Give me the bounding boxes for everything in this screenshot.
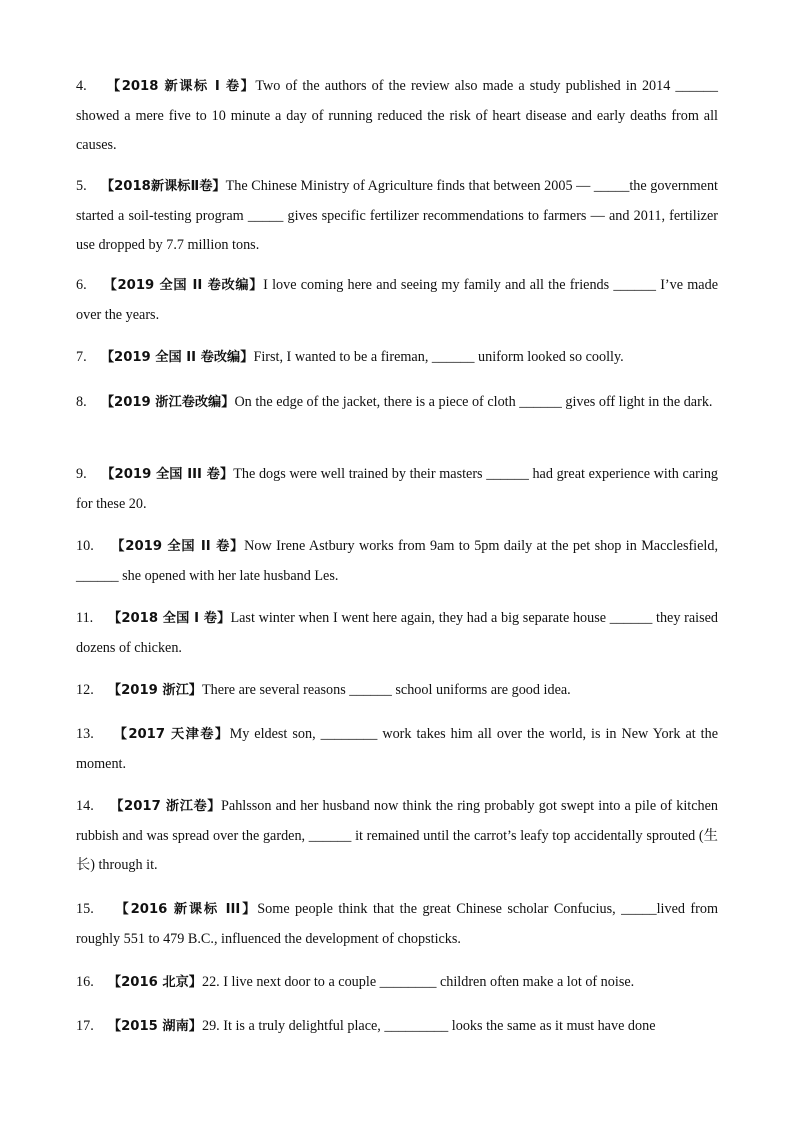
question-10 bbox=[76, 532, 718, 591]
question-text: 22. I live next door to a couple ________ children often make a lot of noise. bbox=[201, 974, 635, 990]
question-source: 【2019 全国 III 卷】 bbox=[101, 467, 234, 482]
question-text: Last winter when I went here again, they had a big separate house ______ they raised dozens of chicken. bbox=[76, 610, 718, 656]
question-6 bbox=[76, 271, 718, 330]
question-source: 【2018 新课标 I 卷】 bbox=[106, 79, 256, 94]
question-8 bbox=[76, 388, 718, 418]
question-text: On the edge of the jacket, there is a piece of cloth ______ gives off light in the dark. bbox=[234, 394, 713, 410]
question-number: 4. bbox=[76, 78, 87, 94]
question-source: 【2017 浙江卷】 bbox=[110, 799, 222, 814]
question-number: 17. bbox=[76, 1018, 94, 1034]
question-15 bbox=[76, 895, 718, 954]
question-text: Now Irene Astbury works from 9am to 5pm daily at the pet shop in Macclesfield, ______ she opened with her late husband Les. bbox=[76, 538, 719, 584]
question-16 bbox=[76, 968, 718, 998]
question-number: 15. bbox=[76, 901, 94, 917]
question-14 bbox=[76, 792, 718, 881]
question-number: 14. bbox=[76, 798, 94, 814]
question-9 bbox=[76, 460, 718, 519]
question-13 bbox=[76, 720, 718, 779]
question-number: 16. bbox=[76, 974, 94, 990]
question-text: My eldest son, ________ work takes him all over the world, is in New York at the moment. bbox=[76, 726, 719, 772]
question-text: There are several reasons ______ school uniforms are good idea. bbox=[201, 682, 571, 698]
question-text: First, I wanted to be a fireman, ______ uniform looked so coolly. bbox=[253, 349, 624, 365]
question-text: The dogs were well trained by their masters ______ had great experience with caring for these 20. bbox=[76, 466, 719, 512]
question-number: 8. bbox=[76, 394, 87, 410]
question-text: Pahlsson and her husband now think the ring probably got swept into a pile of kitchen rubbish and was spread over the garden, ______ it remained until the carrot’s leafy top accidentally sprouted (生长) through it. bbox=[76, 798, 718, 873]
question-source: 【2018新课标Ⅱ卷】 bbox=[100, 179, 226, 194]
question-text: The Chinese Ministry of Agriculture finds that between 2005 — _____the government started a soil-testing program _____ gives specific fertilizer recommendations to farmers — and 2011, fertilizer use dropped by 7.7 million tons. bbox=[76, 178, 718, 253]
question-number: 9. bbox=[76, 466, 87, 482]
question-11 bbox=[76, 604, 718, 663]
question-7 bbox=[76, 343, 718, 373]
question-text: 29. It is a truly delightful place, _________ looks the same as it must have done bbox=[201, 1018, 656, 1034]
question-number: 11. bbox=[76, 610, 94, 626]
question-source: 【2015 湖南】 bbox=[107, 1019, 202, 1034]
question-number: 13. bbox=[76, 726, 94, 742]
question-text: Two of the authors of the review also made a study published in 2014 ______ showed a mere five to 10 minute a day of running reduced the risk of heart disease and early deaths from all causes. bbox=[76, 78, 718, 153]
question-12 bbox=[76, 676, 718, 706]
question-4 bbox=[76, 72, 718, 161]
question-number: 7. bbox=[76, 349, 87, 365]
question-source: 【2019 全国 II 卷】 bbox=[111, 539, 245, 554]
question-source: 【2019 全国 II 卷改编】 bbox=[103, 278, 264, 293]
question-number: 5. bbox=[76, 178, 87, 194]
question-number: 12. bbox=[76, 682, 94, 698]
question-number: 10. bbox=[76, 538, 94, 554]
question-text: Some people think that the great Chinese scholar Confucius, _____lived from roughly 551 to 479 B.C., influenced the development of chopsticks. bbox=[76, 901, 718, 947]
question-source: 【2017 天津卷】 bbox=[113, 727, 230, 742]
question-number: 6. bbox=[76, 277, 87, 293]
question-source: 【2018 全国 I 卷】 bbox=[107, 611, 231, 626]
question-source: 【2019 浙江卷改编】 bbox=[100, 395, 235, 410]
question-source: 【2019 全国 II 卷改编】 bbox=[100, 350, 254, 365]
question-17 bbox=[76, 1012, 718, 1042]
question-source: 【2016 新课标 III】 bbox=[115, 902, 258, 917]
question-text: I love coming here and seeing my family and all the friends ______ I’ve made over the years. bbox=[76, 277, 718, 323]
question-source: 【2019 浙江】 bbox=[107, 683, 202, 698]
question-5 bbox=[76, 172, 718, 261]
question-source: 【2016 北京】 bbox=[107, 975, 202, 990]
